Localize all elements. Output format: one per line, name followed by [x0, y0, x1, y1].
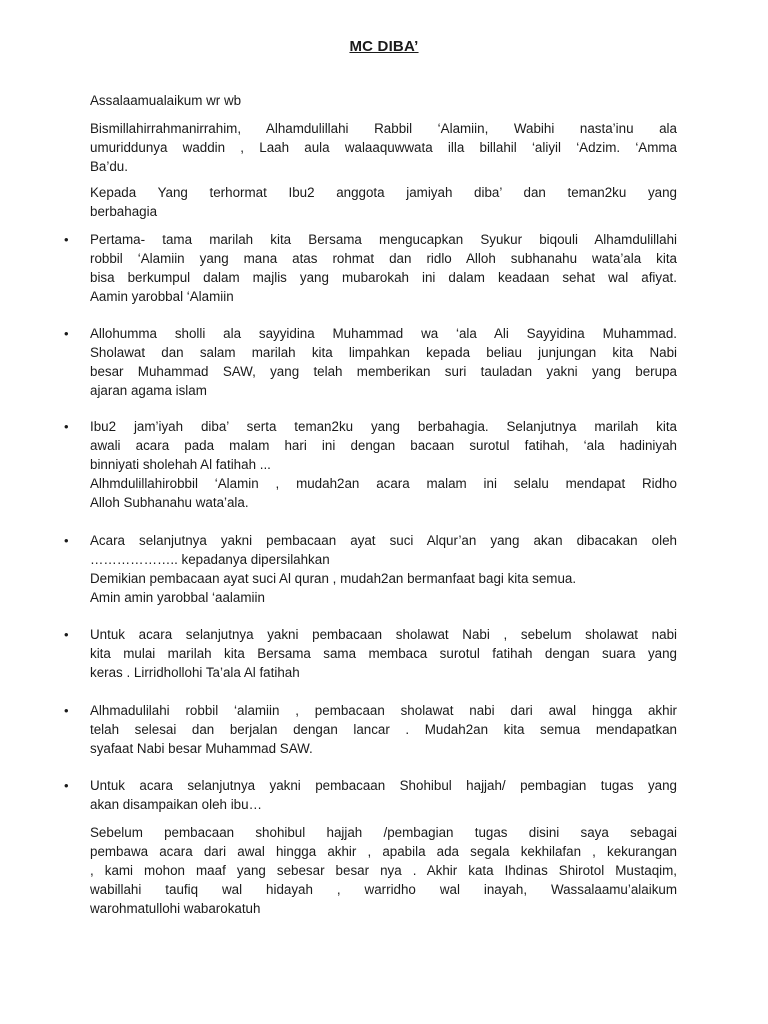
bullet-line: ajaran agama islam [90, 382, 207, 398]
closing-line: wabillahi taufiq wal hidayah , warridho wal inayah, Wassalaamu’alaikum [90, 881, 677, 897]
bullet-line: Acara selanjutnya yakni pembacaan ayat suci Alqur’an yang akan dibacakan oleh [90, 533, 677, 548]
bullet-point: • [64, 627, 69, 642]
bullet-line: Aamin yarobbal ‘Alamiin [90, 288, 234, 304]
bullet-point: • [64, 419, 69, 434]
bullet-point: • [64, 326, 69, 341]
bullet-line: Allohumma sholli ala sayyidina Muhammad wa ‘ala Ali Sayyidina Muhammad. [90, 326, 677, 341]
bullet-line: robbil ‘Alamiin yang mana atas rohmat dan ridlo Alloh subhanahu wata’ala kita [90, 250, 677, 266]
bullet-line: Sholawat dan salam marilah kita limpahkan kepada beliau junjungan kita Nabi [90, 344, 677, 360]
document-title: MC DIBA’ [349, 38, 419, 55]
bullet-point: • [64, 778, 69, 793]
bullet-line: Ibu2 jam’iyah diba’ serta teman2ku yang berbahagia. Selanjutnya marilah kita [90, 419, 677, 434]
bullet-line: besar Muhammad SAW, yang telah memberikan suri tauladan yakni yang berupa [90, 363, 677, 379]
opening-line: Bismillahirrahmanirrahim, Alhamdulillahi Rabbil ‘Alamiin, Wabihi nasta’inu ala [90, 121, 677, 136]
bullet-line: kita mulai marilah kita Bersama sama membaca surotul fatihah dengan suara yang [90, 645, 677, 661]
bullet-line: Untuk acara selanjutnya yakni pembacaan Shohibul hajjah/ pembagian tugas yang [90, 778, 677, 793]
bullet-line: Alloh Subhanahu wata’ala. [90, 494, 249, 510]
bullet-paragraph [90, 231, 677, 307]
opening-line: umuriddunya waddin , Laah aula walaaquwwata illa billahil ‘aliyil ‘Adzim. ‘Amma [90, 139, 677, 155]
closing-line: Sebelum pembacaan shohibul hajjah /pembagian tugas disini saya sebagai [90, 825, 677, 840]
bullet-paragraph [90, 325, 677, 401]
bullet-paragraph [90, 532, 677, 608]
closing-line: warohmatullohi wabarokatuh [90, 900, 261, 916]
closing-line: , kami mohon maaf yang sebesar besar nya . Akhir kata Ihdinas Shirotol Mustaqim, [90, 862, 677, 878]
bullet-line: Alhmdulillahirobbil ‘Alamin , mudah2an acara malam ini selalu mendapat Ridho [90, 475, 677, 491]
closing-paragraph [90, 824, 677, 919]
address-line: Kepada Yang terhormat Ibu2 anggota jamiyah diba’ dan teman2ku yang [90, 185, 677, 200]
bullet-paragraph [90, 626, 677, 683]
bullet-line: Untuk acara selanjutnya yakni pembacaan sholawat Nabi , sebelum sholawat nabi [90, 627, 677, 642]
bullet-line: Alhmadulilahi robbil ‘alamiin , pembacaan sholawat nabi dari awal hingga akhir [90, 703, 677, 718]
bullet-point: • [64, 533, 69, 548]
bullet-point: • [64, 703, 69, 718]
bullet-line: binniyati sholehah Al fatihah ... [90, 456, 271, 472]
greeting: Assalaamualaikum wr wb [90, 93, 242, 108]
bullet-line: keras . Lirridhollohi Ta’ala Al fatihah [90, 664, 300, 680]
bullet-line: telah selesai dan berjalan dengan lancar . Mudah2an kita semua mendapatkan [90, 721, 677, 737]
address-line: berbahagia [90, 203, 158, 219]
bullet-point: • [64, 232, 69, 247]
bullet-paragraph [90, 418, 677, 513]
opening-paragraph [90, 120, 677, 177]
bullet-paragraph [90, 777, 677, 815]
bullet-line: akan disampaikan oleh ibu… [90, 796, 262, 812]
closing-line: pembawa acara dari awal hingga akhir , apabila ada segala kekhilafan , kekurangan [90, 843, 677, 859]
opening-line: Ba’du. [90, 158, 128, 174]
bullet-line: Amin amin yarobbal ‘aalamiin [90, 589, 265, 605]
bullet-line: ……………….. kepadanya dipersilahkan [90, 551, 330, 567]
bullet-paragraph [90, 702, 677, 759]
address-paragraph [90, 184, 677, 222]
bullet-line: Pertama- tama marilah kita Bersama mengucapkan Syukur biqouli Alhamdulillahi [90, 232, 677, 247]
bullet-line: awali acara pada malam hari ini dengan bacaan surotul fatihah, ‘ala hadiniyah [90, 437, 677, 453]
bullet-line: bisa berkumpul dalam majlis yang mubarokah ini dalam keadaan sehat wal afiyat. [90, 269, 677, 285]
bullet-line: Demikian pembacaan ayat suci Al quran , mudah2an bermanfaat bagi kita semua. [90, 570, 577, 586]
bullet-line: syafaat Nabi besar Muhammad SAW. [90, 740, 313, 756]
